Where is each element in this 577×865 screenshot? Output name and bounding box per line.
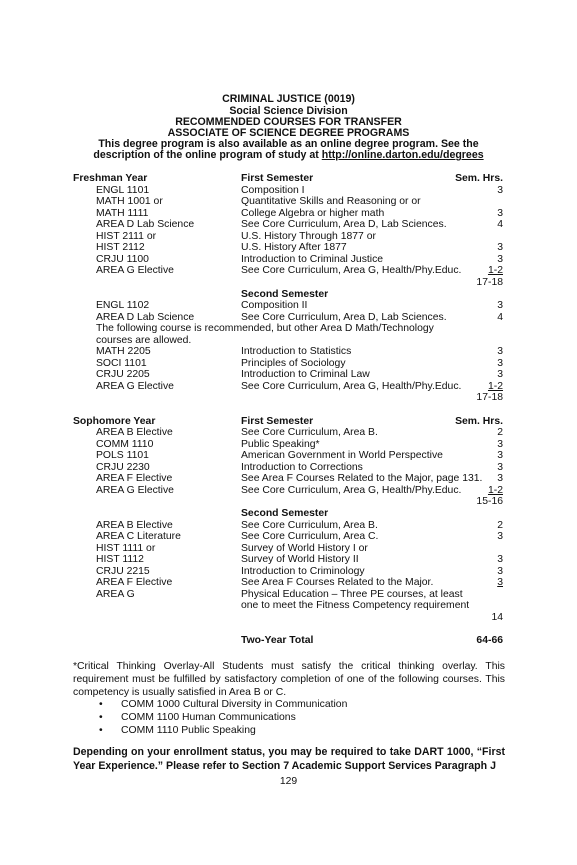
course-code: HIST 1112 [96,554,144,566]
header-line: RECOMMENDED COURSES FOR TRANSFER [175,116,402,128]
credit-hours: 3 [497,369,503,381]
enrollment-note: Depending on your enrollment status, you may be required to take DART 1000, “First Year Experience.” Please refer to Section 7 Academic Support Services Paragraph J [73,746,505,772]
year-label: Sophomore Year [73,415,156,427]
critical-thinking-note: *Critical Thinking Overlay-All Students must satisfy the critical thinking overlay. This requirement must be fulfilled by satisfactory completion of one of the following courses. This competency is usually satisfied in Area B or C. [73,661,505,698]
course-title: See Core Curriculum, Area G, Health/Phy.Educ. [241,380,462,392]
credit-hours: 3 [497,461,503,473]
semester-label: Two-Year Total [241,635,314,646]
credit-hours: 3 [497,253,503,265]
total-hours: 14 [491,611,503,623]
course-title: U.S. History After 1877 [241,242,347,254]
course-title: Composition I [241,184,305,196]
credit-hours: 3 [497,473,503,485]
list-item: COMM 1110 Public Speaking [121,725,256,736]
credit-hours: 3 [497,207,503,219]
course-title: See Core Curriculum, Area D, Lab Sciences. [241,219,447,231]
page-number: 129 [279,776,298,787]
course-title: Principles of Sociology [241,357,346,369]
division-name: Social Science Division [229,105,348,117]
credit-hours: 3 [497,450,503,462]
course-code: CRJU 2215 [96,565,150,577]
course-title: Survey of World History I or [241,542,368,554]
credit-hours: 3 [497,346,503,358]
course-title: Physical Education – Three PE courses, at least [241,588,463,600]
course-code: AREA F Elective [96,577,173,589]
course-title: Quantitative Skills and Reasoning or or [241,196,421,208]
course-code: CRJU 2205 [96,369,150,381]
course-code: MATH 1001 or [96,196,163,208]
course-code: MATH 2205 [96,346,151,358]
course-code: HIST 2112 [96,242,145,254]
semester-header-row [0,634,577,647]
credit-hours: 1-2 [487,484,503,496]
course-title: Public Speaking* [241,438,320,450]
semester-label: Second Semester [241,507,329,519]
course-title: U.S. History Through 1877 or [241,230,376,242]
course-title: Introduction to Criminal Law [241,369,370,381]
list-item: COMM 1100 Human Communications [121,712,296,723]
hours-header: 64-66 [476,635,503,646]
course-code: AREA G Elective [96,484,174,496]
course-title: Survey of World History II [241,554,359,566]
course-title: College Algebra or higher math [241,207,385,219]
course-code: HIST 1111 or [96,542,156,554]
course-title: American Government in World Perspective [241,450,443,462]
course-code: AREA G Elective [96,380,174,392]
course-title: See Area F Courses Related to the Major, page 131. [241,473,483,485]
course-code: CRJU 2230 [96,461,150,473]
note-text: courses are allowed. [96,334,192,346]
course-title: See Core Curriculum, Area G, Health/Phy.Educ. [241,265,462,277]
semester-label: Second Semester [241,288,329,300]
bullet-icon: • [99,699,103,710]
course-code: AREA G Elective [96,265,174,277]
credit-hours: 1-2 [487,265,503,277]
course-code: ENGL 1102 [96,300,150,312]
course-title: Introduction to Criminology [241,565,365,577]
online-note: This degree program is also available as an online degree program. See the [98,138,479,150]
credit-hours: 3 [497,554,503,566]
hours-header: Sem. Hrs. [455,415,503,427]
online-note-line: description of the online program of study at http://online.darton.edu/degrees [93,149,484,161]
course-code: AREA D Lab Science [96,311,195,323]
total-hours: 17-18 [476,392,503,404]
course-code: AREA F Elective [96,473,173,485]
course-code: MATH 1111 [96,207,149,219]
credit-hours: 2 [497,427,503,439]
credit-hours: 3 [497,357,503,369]
credit-hours: 3 [497,242,503,254]
course-title: Composition II [241,300,308,312]
course-code: POLS 1101 [96,450,149,462]
course-title: See Core Curriculum, Area C. [241,531,379,543]
program-title: CRIMINAL JUSTICE (0019) [222,93,355,105]
course-code: AREA B Elective [96,427,173,439]
credit-hours: 3 [497,565,503,577]
course-code: HIST 2111 or [96,230,157,242]
bullet-icon: • [99,725,103,736]
credit-hours: 3 [497,531,503,543]
online-link[interactable]: http://online.darton.edu/degrees [321,149,484,161]
course-title: See Core Curriculum, Area B. [241,427,378,439]
course-title: See Core Curriculum, Area D, Lab Sciences. [241,311,447,323]
credit-hours: 4 [497,219,503,231]
course-code: AREA C Literature [96,531,181,543]
semester-label: First Semester [241,415,314,427]
course-title: Introduction to Corrections [241,461,363,473]
credit-hours: 2 [497,519,503,531]
note-text: The following course is recommended, but other Area D Math/Technology [96,323,434,335]
course-title: Introduction to Criminal Justice [241,253,384,265]
course-title: one to meet the Fitness Competency requirement [241,600,470,612]
course-code: ENGL 1101 [96,184,150,196]
credit-hours: 4 [497,311,503,323]
course-code: AREA B Elective [96,519,173,531]
list-item: COMM 1000 Cultural Diversity in Communication [121,699,348,710]
semester-label: First Semester [241,173,314,184]
course-code: SOCI 1101 [96,357,147,369]
credit-hours: 3 [497,184,503,196]
course-title: See Core Curriculum, Area G, Health/Phy.Educ. [241,484,462,496]
credit-hours: 3 [497,300,503,312]
credit-hours: 3 [497,577,503,589]
credit-hours: 3 [497,438,503,450]
course-code: AREA G [96,588,135,600]
total-hours: 15-16 [476,496,503,508]
total-hours: 17-18 [476,276,503,288]
course-title: Introduction to Statistics [241,346,352,358]
year-label: Freshman Year [73,173,148,184]
header-line: ASSOCIATE OF SCIENCE DEGREE PROGRAMS [167,127,410,139]
credit-hours: 1-2 [487,380,503,392]
course-code: CRJU 1100 [96,253,149,265]
course-title: See Area F Courses Related to the Major. [241,577,434,589]
course-code: COMM 1110 [96,438,154,450]
bullet-icon: • [99,712,103,723]
course-code: AREA D Lab Science [96,219,195,231]
hours-header: Sem. Hrs. [455,173,503,184]
course-title: See Core Curriculum, Area B. [241,519,378,531]
